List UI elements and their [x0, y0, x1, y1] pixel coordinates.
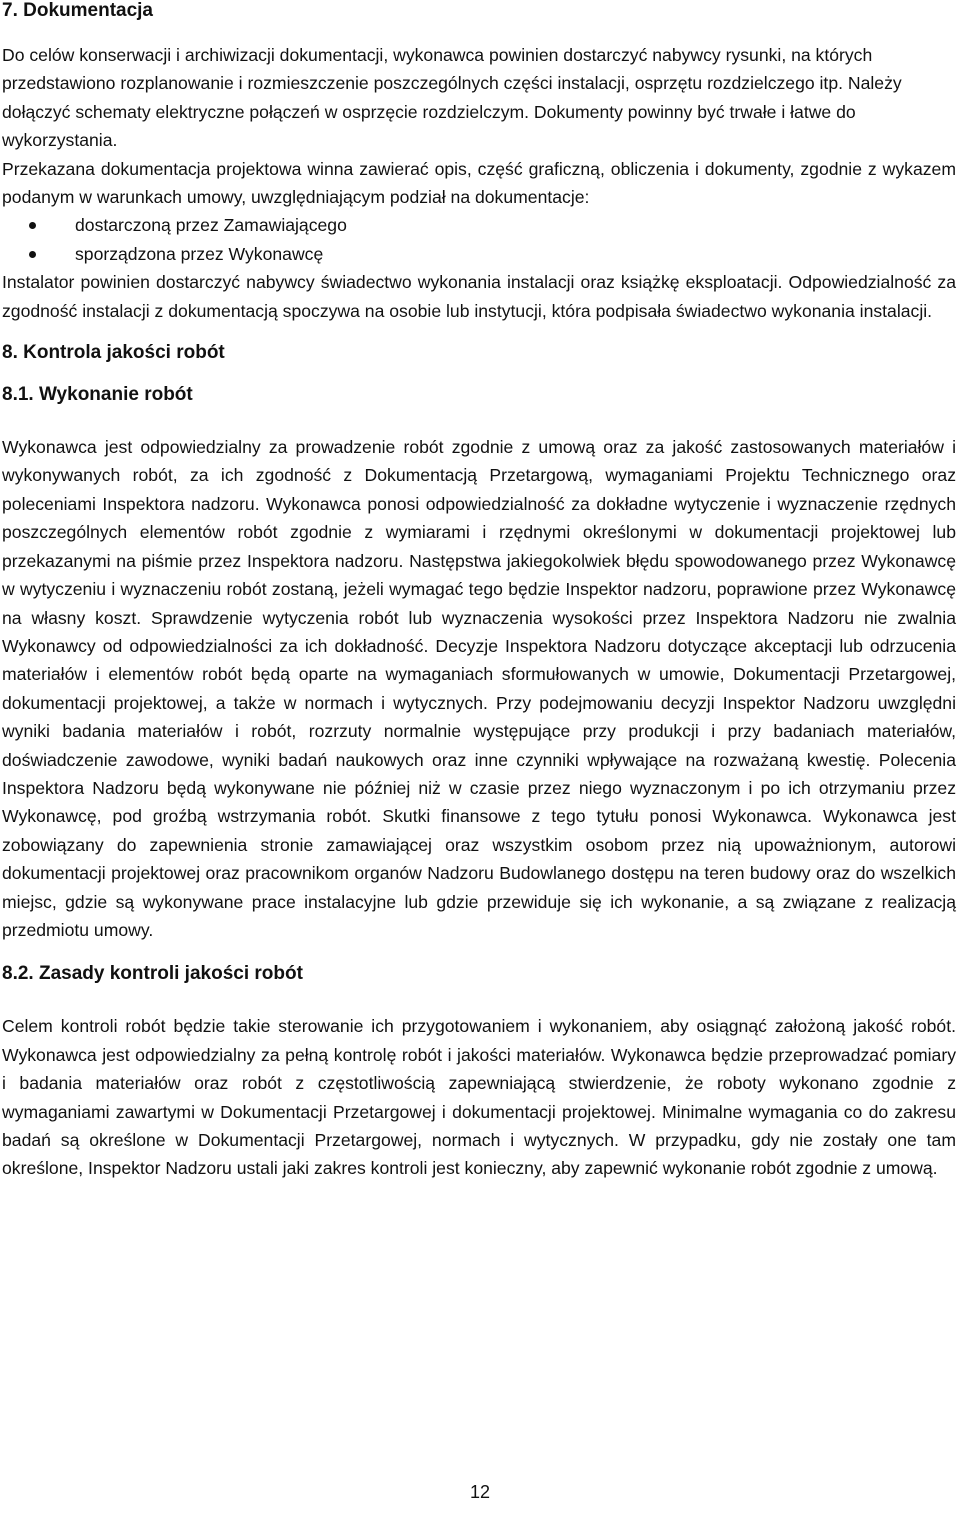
bullet-icon: [29, 222, 36, 229]
section-8-2-body: Celem kontroli robót będzie takie sterowanie ich przygotowaniem i wykonaniem, aby osiągnąć założoną jakość robót. Wykonawca jest odpowiedzialny za pełną kontrolę robót i jakości materiałów. Wykonawca będzie przeprowadzać pomiary i badania materiałów oraz robót z częstotliwością zapewniającą stwierdzenie, że roboty wykonano zgodnie z wymaganiami zawartymi w Dokumentacji Przetargowej i dokumentacji projektowej. Minimalne wymagania co do zakresu badań są określone w Dokumentacji Przetargowej, normach i wytycznych. W przypadku, gdy nie zostały one tam określone, Inspektor Nadzoru ustali jaki zakres kontroli jest konieczny, aby zapewnić wykonanie robót zgodnie z umową.: [2, 1016, 956, 1179]
section-8-2-heading: 8.2. Zasady kontroli jakości robót: [2, 963, 303, 985]
list-item: [29, 240, 956, 268]
section-7-documentation-paragraph: Przekazana dokumentacja projektowa winna zawierać opis, część graficzną, obliczenia i dokumenty, zgodnie z wykazem podanym w warunkach umowy, uwzględniającym podział na dokumentacje:: [2, 158, 956, 208]
documentation-type-list: [2, 211, 956, 268]
section-7-intro-paragraph: Do celów konserwacji i archiwizacji dokumentacji, wykonawca powinien dostarczyć nabywcy rysunki, na których przedstawiono rozplanowanie i rozmieszczenie poszczególnych części instalacji, osprzętu rozdzielczego itp. Należy dołączyć schematy elektryczne połączeń w osprzęcie rozdzielczym. Dokumenty powinny być trwałe i łatwe do wykorzystania.: [2, 45, 902, 151]
list-item-text: sporządzona przez Wykonawcę: [75, 243, 324, 264]
page-number: 12: [469, 1482, 491, 1502]
section-8-1-body: Wykonawca jest odpowiedzialny za prowadzenie robót zgodnie z umową oraz za jakość zastosowanych materiałów i wykonywanych robót, za ich zgodność z Dokumentacją Przetargową, wymaganiami Projektu Technicznego oraz poleceniami Inspektora nadzoru. Wykonawca ponosi odpowiedzialność za dokładne wytyczenie i wyznaczenie rzędnych poszczególnych elementów robót zgodnie z wymiarami i rzędnymi określonymi w dokumentacji projektowej lub przekazanymi na piśmie przez Inspektora nadzoru. Następstwa jakiegokolwiek błędu spowodowanego przez Wykonawcę w wytyczeniu i wyznaczeniu robót zostaną, jeżeli wymagać tego będzie Inspektor nadzoru, poprawione przez Wykonawcę na własny koszt. Sprawdzenie wytyczenia robót lub wyznaczenia wysokości przez Inspektora Nadzoru nie zwalnia Wykonawcy od odpowiedzialności za ich dokładność. Decyzje Inspektora Nadzoru dotyczące akceptacji lub odrzucenia materiałów i elementów robót będą oparte na wymaganiach sformułowanych w umowie, Dokumentacji Przetargowej, dokumentacji projektowej, a także w normach i wytycznych. Przy podejmowaniu decyzji Inspektor Nadzoru uwzględni wyniki badania materiałów i robót, rozrzuty normalnie występujące przy produkcji i przy badaniach materiałów, doświadczenie zawodowe, wyniki badań naukowych oraz inne czynniki wpływające na rozważaną kwestię. Polecenia Inspektora Nadzoru będą wykonywane nie później niż w czasie przez niego wyznaczonym i po ich otrzymaniu przez Wykonawcę, pod groźbą wstrzymania robót. Skutki finansowe z tego tytułu ponosi Wykonawca. Wykonawca jest zobowiązany do zapewnienia stronie zamawiającej oraz wszystkim osobom przez nią upoważnionym, autorowi dokumentacji projektowej oraz pracownikom organów Nadzoru Budowlanego dostępu na teren budowy oraz do wszelkich miejsc, gdzie są wykonywane prace instalacyjne lub gdzie przewiduje się ich wykonanie, a są związane z realizacją przedmiotu umowy.: [2, 437, 956, 940]
section-7-certificate-paragraph: Instalator powinien dostarczyć nabywcy świadectwo wykonania instalacji oraz książkę eksploatacji. Odpowiedzialność za zgodność instalacji z dokumentacją spoczywa na osobie lub instytucji, która podpisała świadectwo wykonania instalacji.: [2, 272, 956, 321]
list-item: [29, 211, 956, 239]
bullet-icon: [29, 251, 36, 258]
list-item-text: dostarczoną przez Zamawiającego: [75, 215, 347, 236]
section-8-heading: 8. Kontrola jakości robót: [2, 342, 225, 364]
section-7-heading: 7. Dokumentacja: [2, 0, 153, 21]
section-8-1-heading: 8.1. Wykonanie robót: [2, 384, 193, 406]
